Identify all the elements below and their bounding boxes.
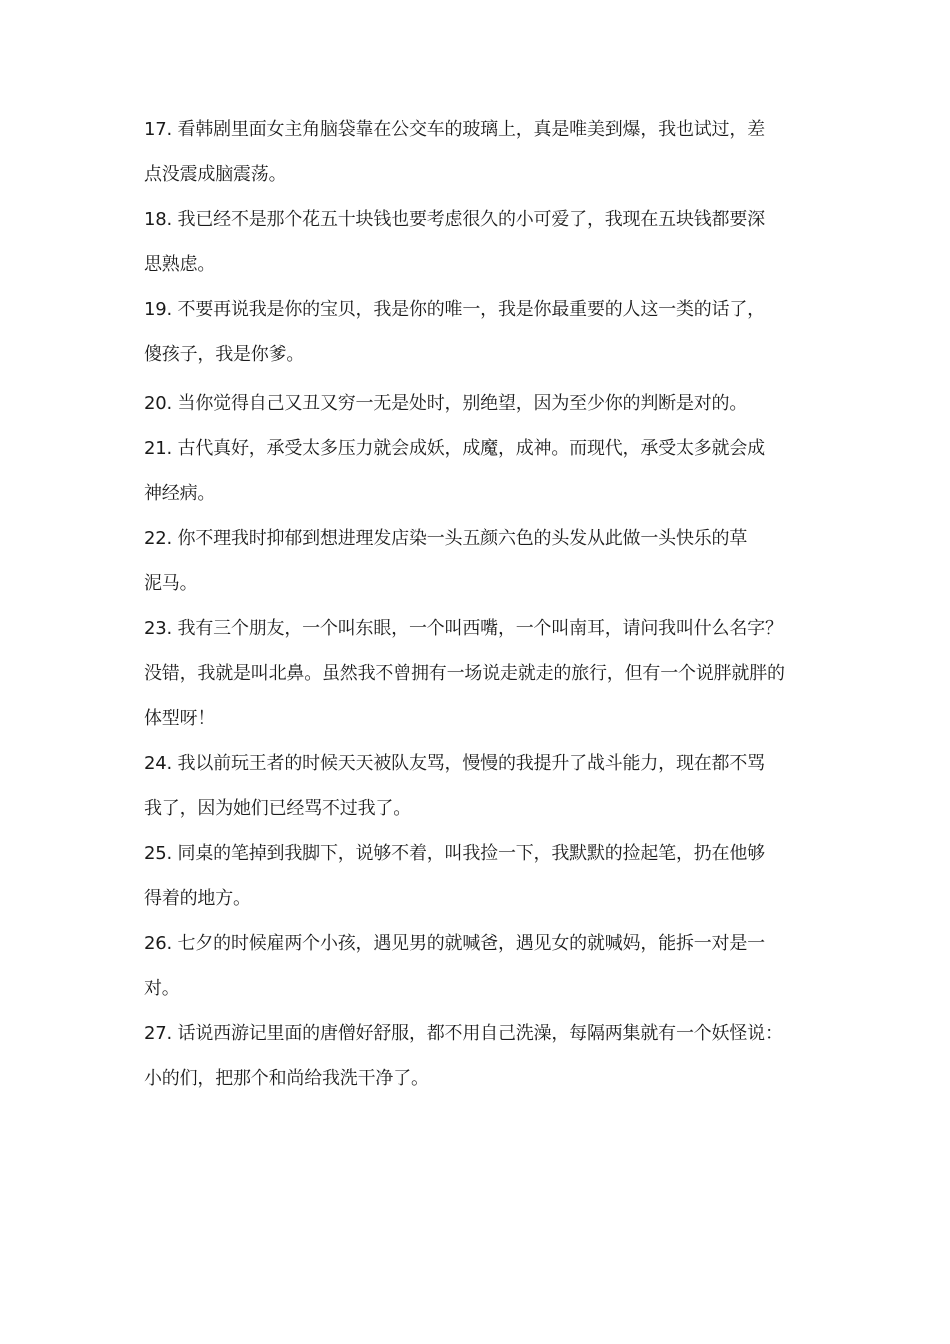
entry-line: 小的们，把那个和尚给我洗干净了。 bbox=[144, 1068, 429, 1089]
list-item bbox=[144, 1011, 814, 1101]
entry-line: 20. 当你觉得自己又丑又穷一无是处时，别绝望，因为至少你的判断是对的。 bbox=[144, 393, 748, 414]
entry-line: 19. 不要再说我是你的宝贝，我是你的唯一，我是你最重要的人这一类的话了， bbox=[144, 299, 765, 320]
list-item bbox=[144, 831, 814, 921]
entry-line: 27. 话说西游记里面的唐僧好舒服，都不用自己洗澡，每隔两集就有一个妖怪说： bbox=[144, 1023, 783, 1044]
entry-line: 25. 同桌的笔掉到我脚下，说够不着，叫我捡一下，我默默的捡起笔，扔在他够 bbox=[144, 843, 765, 864]
entry-line: 26. 七夕的时候雇两个小孩，遇见男的就喊爸，遇见女的就喊妈，能拆一对是一 bbox=[144, 933, 765, 954]
list-item bbox=[144, 197, 814, 287]
entry-line: 21. 古代真好，承受太多压力就会成妖，成魔，成神。而现代，承受太多就会成 bbox=[144, 438, 765, 459]
entry-line: 我了，因为她们已经骂不过我了。 bbox=[144, 798, 411, 819]
entry-line: 24. 我以前玩王者的时候天天被队友骂，慢慢的我提升了战斗能力，现在都不骂 bbox=[144, 753, 765, 774]
list-item bbox=[144, 741, 814, 831]
joke-list bbox=[144, 107, 814, 1101]
list-item bbox=[144, 606, 814, 741]
entry-line: 17. 看韩剧里面女主角脑袋靠在公交车的玻璃上，真是唯美到爆，我也试过，差 bbox=[144, 119, 765, 140]
entry-line: 点没震成脑震荡。 bbox=[144, 164, 287, 185]
entry-line: 傻孩子，我是你爹。 bbox=[144, 344, 305, 365]
list-item bbox=[144, 377, 814, 426]
entry-line: 23. 我有三个朋友，一个叫东眼，一个叫西嘴，一个叫南耳，请问我叫什么名字？ bbox=[144, 618, 783, 639]
entry-line: 神经病。 bbox=[144, 483, 216, 504]
entry-line: 18. 我已经不是那个花五十块钱也要考虑很久的小可爱了，我现在五块钱都要深 bbox=[144, 209, 765, 230]
list-item bbox=[144, 921, 814, 1011]
entry-line: 22. 你不理我时抑郁到想进理发店染一头五颜六色的头发从此做一头快乐的草 bbox=[144, 528, 748, 549]
list-item bbox=[144, 516, 814, 606]
list-item bbox=[144, 426, 814, 516]
entry-line: 没错，我就是叫北鼻。虽然我不曾拥有一场说走就走的旅行，但有一个说胖就胖的 bbox=[144, 663, 785, 684]
list-item bbox=[144, 287, 814, 377]
entry-line: 对。 bbox=[144, 978, 180, 999]
entry-line: 体型呀！ bbox=[144, 708, 216, 729]
entry-line: 思熟虑。 bbox=[144, 254, 216, 275]
entry-line: 得着的地方。 bbox=[144, 888, 251, 909]
entry-line: 泥马。 bbox=[144, 573, 198, 594]
list-item bbox=[144, 107, 814, 197]
